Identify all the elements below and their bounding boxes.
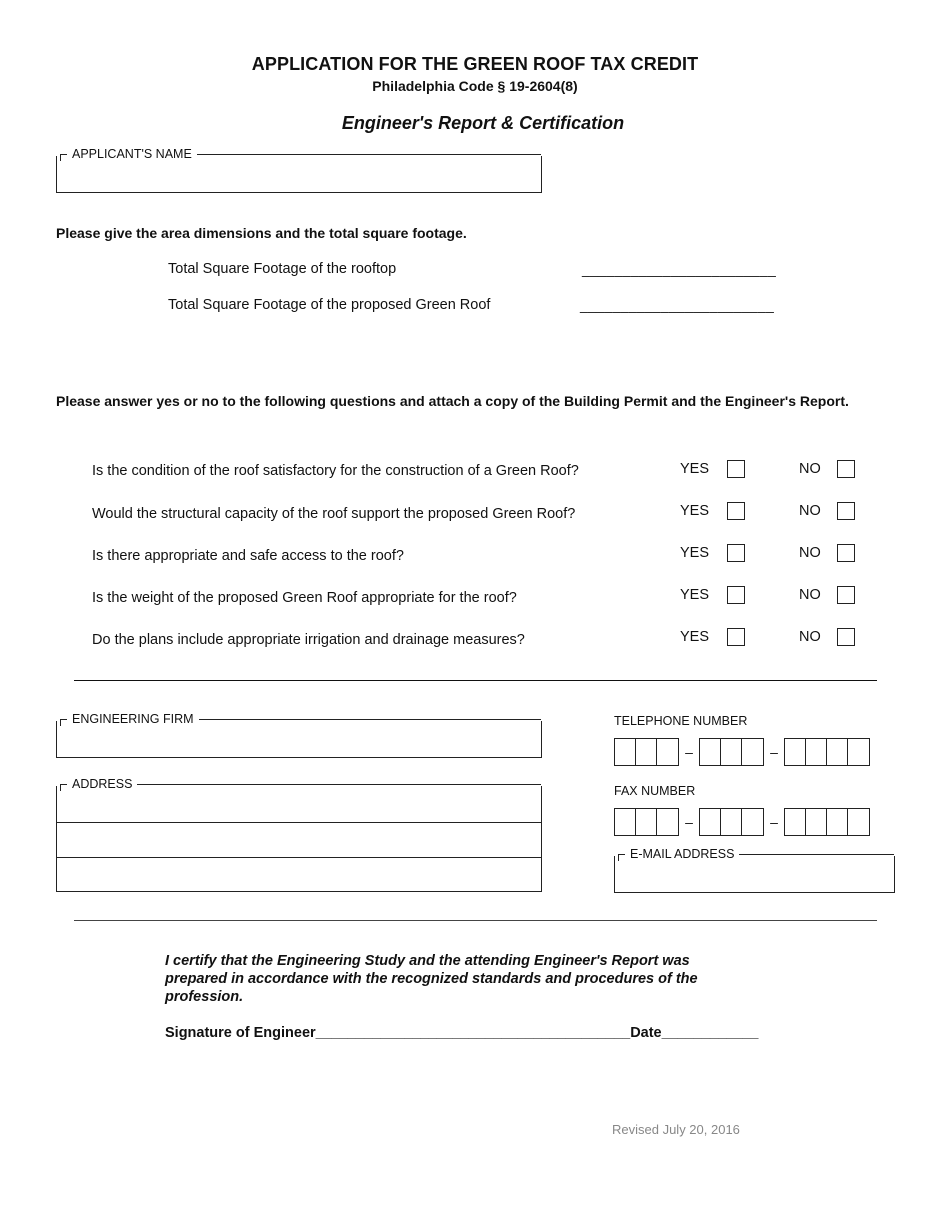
separator-dash: – [770, 744, 778, 760]
area-code-boxes[interactable] [614, 808, 679, 836]
digit-box[interactable] [785, 739, 806, 765]
label-tick [618, 854, 625, 861]
section-title: Engineer's Report & Certification [341, 113, 625, 133]
engineering-firm-label: ENGINEERING FIRM [67, 712, 199, 726]
no-checkbox[interactable] [837, 586, 855, 604]
no-checkbox[interactable] [837, 544, 855, 562]
question-text: Is there appropriate and safe access to the roof? [92, 548, 404, 564]
no-checkbox[interactable] [837, 460, 855, 478]
yes-label: YES [680, 629, 710, 645]
digit-box[interactable] [721, 739, 742, 765]
yes-checkbox[interactable] [727, 460, 745, 478]
signature-label: Signature of Engineer [165, 1025, 316, 1041]
no-checkbox[interactable] [837, 628, 855, 646]
fax-input[interactable] [614, 808, 870, 836]
telephone-label: TELEPHONE NUMBER [614, 714, 748, 728]
no-label: NO [799, 629, 821, 645]
digit-box[interactable] [806, 809, 827, 835]
email-label: E-MAIL ADDRESS [625, 847, 739, 861]
certification-statement: I certify that the Engineering Study and the attending Engineer's Report was prepared in accordance with the recognized standards and procedures of the profession. [165, 953, 698, 1005]
question-text: Is the weight of the proposed Green Roof appropriate for the roof? [92, 590, 517, 606]
yes-checkbox[interactable] [727, 502, 745, 520]
line-number-boxes[interactable] [784, 808, 870, 836]
digit-box[interactable] [742, 739, 763, 765]
label-rule [197, 154, 541, 155]
digit-box[interactable] [742, 809, 763, 835]
line-number-boxes[interactable] [784, 738, 870, 766]
exchange-boxes[interactable] [699, 808, 764, 836]
exchange-boxes[interactable] [699, 738, 764, 766]
no-label: NO [799, 461, 821, 477]
signature-line[interactable]: _______________________________________ [315, 1025, 631, 1041]
separator-dash: – [685, 814, 693, 830]
engineering-firm-label-row [60, 712, 541, 726]
digit-box[interactable] [806, 739, 827, 765]
digit-box[interactable] [721, 809, 742, 835]
rooftop-sqft-line[interactable]: ________________________ [582, 261, 777, 277]
applicant-name-label-row [60, 147, 541, 161]
label-rule [199, 719, 541, 720]
applicant-name-label: APPLICANT'S NAME [67, 147, 197, 161]
telephone-input[interactable] [614, 738, 870, 766]
rooftop-sqft-label: Total Square Footage of the rooftop [168, 261, 397, 277]
question-text: Do the plans include appropriate irrigation and drainage measures? [92, 632, 525, 648]
yes-label: YES [680, 587, 710, 603]
address-field-line-2[interactable] [56, 822, 542, 858]
date-label: Date [630, 1025, 662, 1041]
digit-box[interactable] [615, 809, 636, 835]
no-label: NO [799, 545, 821, 561]
digit-box[interactable] [785, 809, 806, 835]
label-tick [60, 154, 67, 161]
digit-box[interactable] [657, 809, 678, 835]
address-label-row [60, 777, 541, 791]
address-field-line-3[interactable] [56, 857, 542, 892]
no-checkbox[interactable] [837, 502, 855, 520]
digit-box[interactable] [636, 809, 657, 835]
area-code-boxes[interactable] [614, 738, 679, 766]
revision-date: Revised July 20, 2016 [612, 1122, 740, 1137]
no-label: NO [799, 587, 821, 603]
yes-checkbox[interactable] [727, 544, 745, 562]
digit-box[interactable] [848, 809, 869, 835]
label-tick [60, 719, 67, 726]
digit-box[interactable] [615, 739, 636, 765]
greenroof-sqft-label: Total Square Footage of the proposed Green Roof [168, 297, 491, 313]
digit-box[interactable] [827, 739, 848, 765]
code-citation: Philadelphia Code § 19-2604(8) [372, 78, 578, 94]
label-rule [137, 784, 541, 785]
email-label-row [618, 847, 894, 861]
address-field-line-1[interactable] [56, 777, 542, 823]
yes-checkbox[interactable] [727, 586, 745, 604]
no-label: NO [799, 503, 821, 519]
digit-box[interactable] [700, 809, 721, 835]
yes-label: YES [680, 503, 710, 519]
label-rule [739, 854, 894, 855]
engineering-firm-field[interactable] [56, 712, 542, 758]
digit-box[interactable] [827, 809, 848, 835]
separator-dash: – [770, 814, 778, 830]
yes-label: YES [680, 461, 710, 477]
fax-label: FAX NUMBER [614, 784, 696, 798]
yes-checkbox[interactable] [727, 628, 745, 646]
label-tick [60, 784, 67, 791]
address-label: ADDRESS [67, 777, 137, 791]
area-instruction: Please give the area dimensions and the total square footage. [56, 225, 467, 241]
questions-instruction: Please answer yes or no to the following questions and attach a copy of the Building Permit and the Engineer's Report. [56, 393, 849, 409]
question-text: Is the condition of the roof satisfactory for the construction of a Green Roof? [92, 463, 579, 479]
certification-divider [74, 920, 877, 921]
digit-box[interactable] [848, 739, 869, 765]
applicant-name-field[interactable] [56, 147, 542, 193]
email-field[interactable] [614, 847, 895, 893]
separator-dash: – [685, 744, 693, 760]
section-divider [74, 680, 877, 681]
date-line[interactable]: ____________ [661, 1025, 759, 1041]
question-text: Would the structural capacity of the roof support the proposed Green Roof? [92, 506, 576, 522]
form-title: APPLICATION FOR THE GREEN ROOF TAX CREDIT [251, 54, 699, 74]
digit-box[interactable] [700, 739, 721, 765]
greenroof-sqft-line[interactable]: ________________________ [580, 297, 775, 313]
yes-label: YES [680, 545, 710, 561]
signature-row [165, 1025, 758, 1041]
digit-box[interactable] [636, 739, 657, 765]
digit-box[interactable] [657, 739, 678, 765]
